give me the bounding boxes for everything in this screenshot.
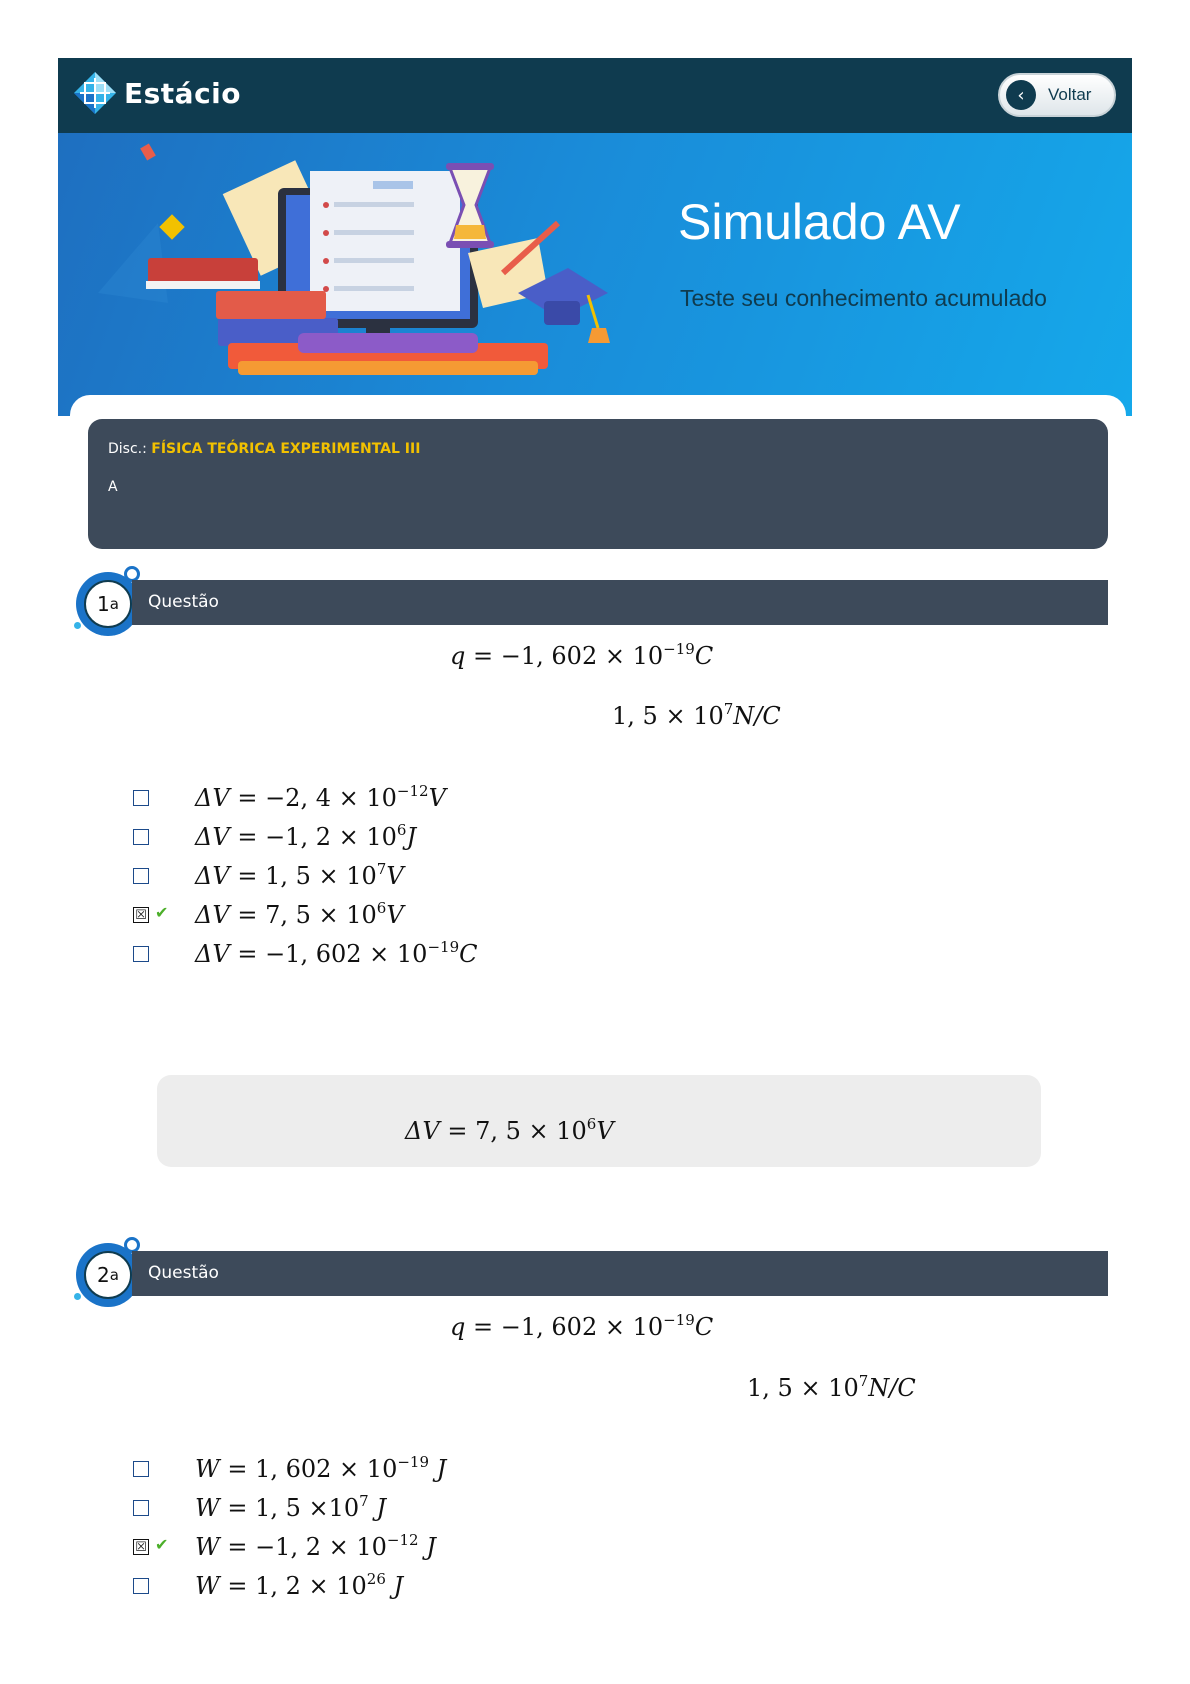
math-eq: = [227, 1572, 248, 1600]
math-unit: C [459, 940, 478, 968]
math-lhs: ΔV [195, 901, 230, 929]
math-times: × [318, 901, 339, 929]
math-times: × [339, 1455, 360, 1483]
math-times: × [328, 1533, 349, 1561]
math-lhs: q [450, 1313, 466, 1341]
math-lhs: q [450, 642, 466, 670]
option-formula [195, 782, 446, 812]
question-ordinal: a [109, 595, 119, 613]
math-times: × [308, 1572, 329, 1600]
math-exp: 6 [396, 821, 407, 839]
option-formula [195, 1531, 436, 1561]
math-unit: V [596, 1117, 614, 1145]
math-ten: 10 [346, 862, 377, 890]
math-eq: = [473, 1313, 494, 1341]
discipline-prefix: Disc.: [108, 441, 147, 457]
math-ten: 10 [366, 784, 397, 812]
math-lhs: ΔV [195, 823, 230, 851]
question-label: Questão [148, 592, 219, 612]
math-exp: −19 [397, 1453, 429, 1471]
math-value: 7, 5 [475, 1117, 521, 1145]
math-ten: 10 [632, 1313, 664, 1341]
math-lhs: W [195, 1572, 220, 1600]
checked-checkbox-icon[interactable]: ☒ [133, 1539, 149, 1555]
math-exp: 6 [586, 1115, 597, 1133]
given-charge [450, 1311, 713, 1341]
question-1-number [84, 580, 132, 628]
back-button-label: Voltar [1048, 85, 1092, 104]
estacio-logo-icon [72, 70, 118, 116]
math-value: −1, 2 [265, 823, 331, 851]
option-row[interactable] [130, 1570, 830, 1614]
option-checkbox[interactable] [133, 1500, 149, 1516]
discipline-line [108, 441, 420, 457]
math-unit: J [406, 823, 417, 851]
option-formula [195, 899, 404, 929]
option-formula [195, 1570, 403, 1600]
math-exp: −12 [396, 782, 429, 800]
math-ten: 10 [828, 1374, 859, 1402]
math-value: −1, 2 [255, 1533, 321, 1561]
math-exp: 7 [723, 700, 734, 718]
math-ten: 10 [396, 940, 428, 968]
math-ten: 10 [366, 823, 397, 851]
math-ten: 10 [366, 1455, 398, 1483]
banner-title: Simulado AV [678, 194, 961, 250]
math-lhs: ΔV [195, 784, 230, 812]
math-value: 1, 2 [255, 1572, 301, 1600]
math-exp: −19 [427, 938, 460, 956]
option-checkbox[interactable] [133, 1461, 149, 1477]
math-times: × [308, 1494, 329, 1522]
banner-subtitle: Teste seu conhecimento acumulado [680, 285, 1047, 311]
math-unit: V [386, 901, 404, 929]
math-eq: = [227, 1533, 248, 1561]
math-exp: −19 [663, 640, 695, 658]
question-label: Questão [148, 1263, 219, 1283]
math-unit: N/C [868, 1374, 916, 1402]
question-ordinal: a [109, 1266, 119, 1284]
math-value: −1, 602 [500, 642, 598, 670]
option-formula [195, 1492, 386, 1522]
math-times: × [338, 823, 359, 851]
exam-illustration [98, 143, 678, 413]
math-lhs: ΔV [195, 940, 230, 968]
math-times: × [338, 784, 359, 812]
given-field [612, 700, 781, 730]
checked-checkbox-icon[interactable]: ☒ [133, 907, 149, 923]
math-exp: 7 [359, 1492, 369, 1510]
chevron-left-icon: ‹ [1006, 80, 1036, 110]
correct-check-icon: ✔ [155, 1535, 169, 1554]
option-formula [195, 938, 477, 968]
math-exp: 26 [366, 1570, 386, 1588]
badge-dot [74, 622, 81, 629]
math-ten: 10 [556, 1117, 587, 1145]
math-eq: = [447, 1117, 468, 1145]
math-value: 1, 5 [255, 1494, 301, 1522]
option-checkbox[interactable] [133, 829, 149, 845]
math-exp: 6 [376, 899, 387, 917]
math-exp: −12 [386, 1531, 419, 1549]
discipline-name: FÍSICA TEÓRICA EXPERIMENTAL III [151, 441, 421, 457]
math-ten: 10 [346, 901, 377, 929]
hero-banner [58, 133, 1132, 416]
math-lhs: W [195, 1533, 220, 1561]
question-number-text: 2 [97, 1263, 110, 1287]
math-eq: = [227, 1455, 248, 1483]
option-checkbox[interactable] [133, 1578, 149, 1594]
math-ten: 10 [356, 1533, 387, 1561]
math-value: 7, 5 [265, 901, 311, 929]
math-eq: = [237, 784, 258, 812]
correct-check-icon: ✔ [155, 903, 169, 922]
math-eq: = [237, 862, 258, 890]
math-eq: = [237, 901, 258, 929]
question-1-badge [76, 572, 140, 636]
question-2-number [84, 1251, 132, 1299]
math-lhs: ΔV [195, 862, 230, 890]
student-name: A [108, 479, 118, 495]
math-value: −1, 602 [265, 940, 362, 968]
math-lhs: W [195, 1494, 220, 1522]
math-lhs: W [195, 1455, 220, 1483]
math-exp: 7 [376, 860, 387, 878]
given-charge [450, 640, 713, 670]
math-unit: J [393, 1572, 404, 1600]
top-bar [58, 58, 1132, 133]
question-1-header [132, 580, 1108, 625]
question-2-badge [76, 1243, 140, 1307]
math-exp: −19 [663, 1311, 695, 1329]
math-unit: C [694, 642, 714, 670]
math-value: −1, 602 [500, 1313, 598, 1341]
math-value: 1, 5 [265, 862, 311, 890]
math-lhs: ΔV [405, 1117, 440, 1145]
answer-feedback-box [157, 1075, 1041, 1167]
option-formula [195, 860, 404, 890]
question-2-header [132, 1251, 1108, 1296]
math-ten: 10 [336, 1572, 367, 1600]
discipline-card [88, 419, 1108, 549]
math-exp: 7 [858, 1372, 869, 1390]
math-unit: C [694, 1313, 714, 1341]
math-unit: N/C [733, 702, 781, 730]
math-unit: V [386, 862, 404, 890]
math-times: × [665, 702, 686, 730]
option-formula [195, 821, 416, 851]
math-eq: = [237, 823, 258, 851]
math-value: −2, 4 [265, 784, 331, 812]
option-checkbox[interactable] [133, 946, 149, 962]
option-checkbox[interactable] [133, 790, 149, 806]
math-times: × [318, 862, 339, 890]
option-row[interactable] [130, 938, 830, 982]
given-field [747, 1372, 916, 1402]
math-eq: = [227, 1494, 248, 1522]
math-times: × [369, 940, 390, 968]
math-value: 1, 5 [747, 1374, 793, 1402]
math-unit: J [436, 1455, 447, 1483]
badge-dot [74, 1293, 81, 1300]
math-unit: J [426, 1533, 436, 1561]
math-ten: 10 [328, 1494, 360, 1522]
math-value: 1, 5 [612, 702, 658, 730]
option-checkbox[interactable] [133, 868, 149, 884]
brand-name: Estácio [124, 76, 242, 110]
answer-formula [405, 1115, 614, 1145]
math-times: × [604, 642, 625, 670]
math-times: × [528, 1117, 549, 1145]
math-ten: 10 [632, 642, 664, 670]
option-formula [195, 1453, 446, 1483]
math-value: 1, 602 [255, 1455, 332, 1483]
question-number-text: 1 [97, 592, 110, 616]
math-eq: = [237, 940, 258, 968]
math-eq: = [473, 642, 494, 670]
math-times: × [800, 1374, 821, 1402]
math-times: × [604, 1313, 625, 1341]
math-unit: V [428, 784, 446, 812]
math-ten: 10 [693, 702, 724, 730]
estacio-logo[interactable] [72, 70, 241, 116]
back-button[interactable] [998, 73, 1116, 117]
math-unit: J [376, 1494, 386, 1522]
